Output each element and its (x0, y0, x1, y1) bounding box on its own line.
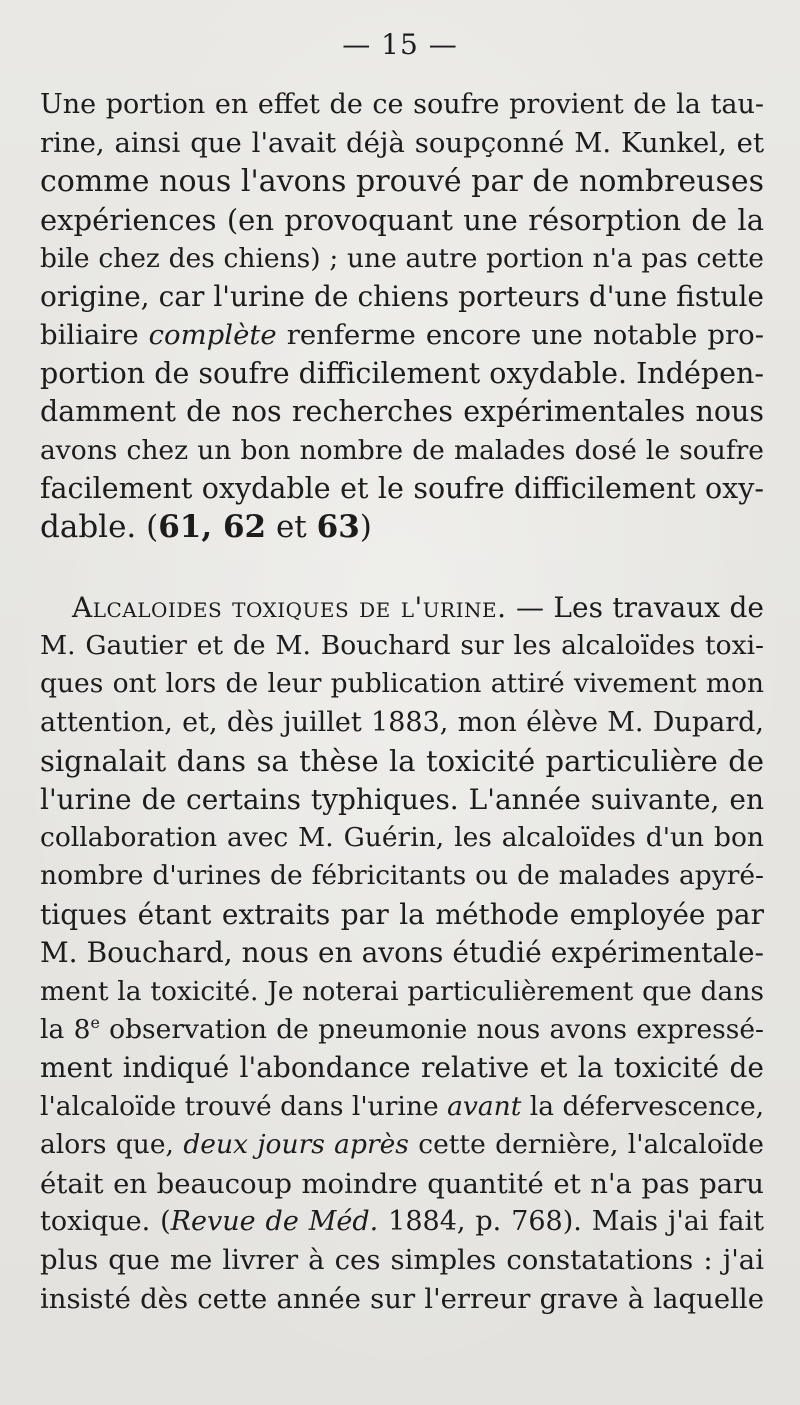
text-line (40, 1011, 764, 1049)
text-line: M. Bouchard, nous en avons étudié expérimentale- (40, 936, 764, 970)
text-line (40, 1126, 764, 1164)
text-line (40, 1088, 764, 1126)
page-number: — 15 — (342, 28, 458, 61)
emphasis-complete: complète (148, 319, 277, 352)
section-heading: Alcaloides toxiques de l'urine. (72, 590, 507, 624)
text-line: l'urine de certains typhiques. L'année suivante, en (40, 782, 764, 816)
text-line: avons chez un bon nombre de malades dosé le soufre (40, 434, 764, 466)
text-line: comme nous l'avons prouvé par de nombreuses (40, 163, 764, 199)
text-line (40, 589, 764, 627)
text-line: collaboration avec M. Guérin, les alcaloïdes d'un bon (40, 822, 764, 854)
text-line: nombre d'urines de fébricitants ou de malades apyré- (40, 860, 764, 892)
paragraph-alkaloids (40, 589, 764, 1318)
paragraph-spacer (40, 547, 764, 589)
emphasis-deux-jours-apres: deux jours après (183, 1129, 409, 1161)
text-segment: la défervescence, (521, 1090, 765, 1122)
text-segment: dable. ( (40, 509, 159, 546)
text-segment: cette dernière, l'alcaloïde (408, 1129, 764, 1161)
text-line: insisté dès cette année sur l'erreur grave à laquelle (40, 1282, 764, 1315)
text-line: facilement oxydable et le soufre difficilement oxy- (40, 471, 764, 505)
text-segment: ) (359, 509, 372, 546)
text-line: ment indiqué l'abondance relative et la toxicité de (40, 1051, 764, 1085)
text-line (40, 1203, 764, 1241)
text-segment: 1884, p. 768). Mais j'ai fait (378, 1205, 764, 1237)
text-line: tiques étant extraits par la méthode employée par (40, 897, 764, 931)
body-text (40, 86, 764, 1318)
text-segment: observation de pneumonie nous avons expressé- (99, 1013, 764, 1045)
text-segment: — Les travaux de (506, 590, 764, 624)
text-line: attention, et, dès juillet 1883, mon élève M. Dupard, (40, 706, 764, 738)
reference-numbers: 61, 62 (158, 509, 267, 546)
text-line (40, 316, 764, 354)
text-segment: l'alcaloïde trouvé dans l'urine (40, 1090, 448, 1122)
text-line: bile chez des chiens) ; une autre portion n'a pas cette (40, 242, 764, 274)
journal-citation: Revue de Méd. (170, 1205, 379, 1237)
text-line: origine, car l'urine de chiens porteurs d'une fistule (40, 279, 764, 313)
ordinal-superscript: e (90, 1013, 100, 1033)
text-segment: et (266, 509, 317, 546)
text-line: était en beaucoup moindre quantité et n'a pas paru (40, 1167, 764, 1200)
text-segment: la 8 (40, 1013, 91, 1045)
text-line: ques ont lors de leur publication attiré vivement mon (40, 668, 764, 700)
text-line: M. Gautier et de M. Bouchard sur les alcaloïdes toxi- (40, 630, 764, 662)
paragraph-sulfur (40, 86, 764, 547)
emphasis-avant: avant (447, 1090, 522, 1122)
text-line: expériences (en provoquant une résorption de la (40, 203, 764, 238)
text-line: damment de nos recherches expérimentales nous (40, 395, 764, 429)
text-segment: renferme encore une notable pro- (286, 319, 765, 352)
text-line: ment la toxicité. Je noterai particulièrement que dans (40, 975, 764, 1007)
text-segment: alors que, (40, 1129, 184, 1161)
text-line: plus que me livrer à ces simples constatations : j'ai (40, 1244, 764, 1277)
text-segment: toxique. ( (40, 1205, 171, 1237)
text-line (40, 508, 764, 546)
text-line: portion de soufre difficilement oxydable. Indépen- (40, 356, 764, 390)
text-line: Une portion en effet de ce soufre provient de la tau- (40, 89, 764, 120)
text-segment: biliaire (40, 319, 149, 352)
text-line: rine, ainsi que l'avait déjà soupçonné M. Kunkel, et (40, 127, 764, 160)
text-line: signalait dans sa thèse la toxicité particulière de (40, 744, 764, 779)
reference-number: 63 (316, 509, 360, 546)
